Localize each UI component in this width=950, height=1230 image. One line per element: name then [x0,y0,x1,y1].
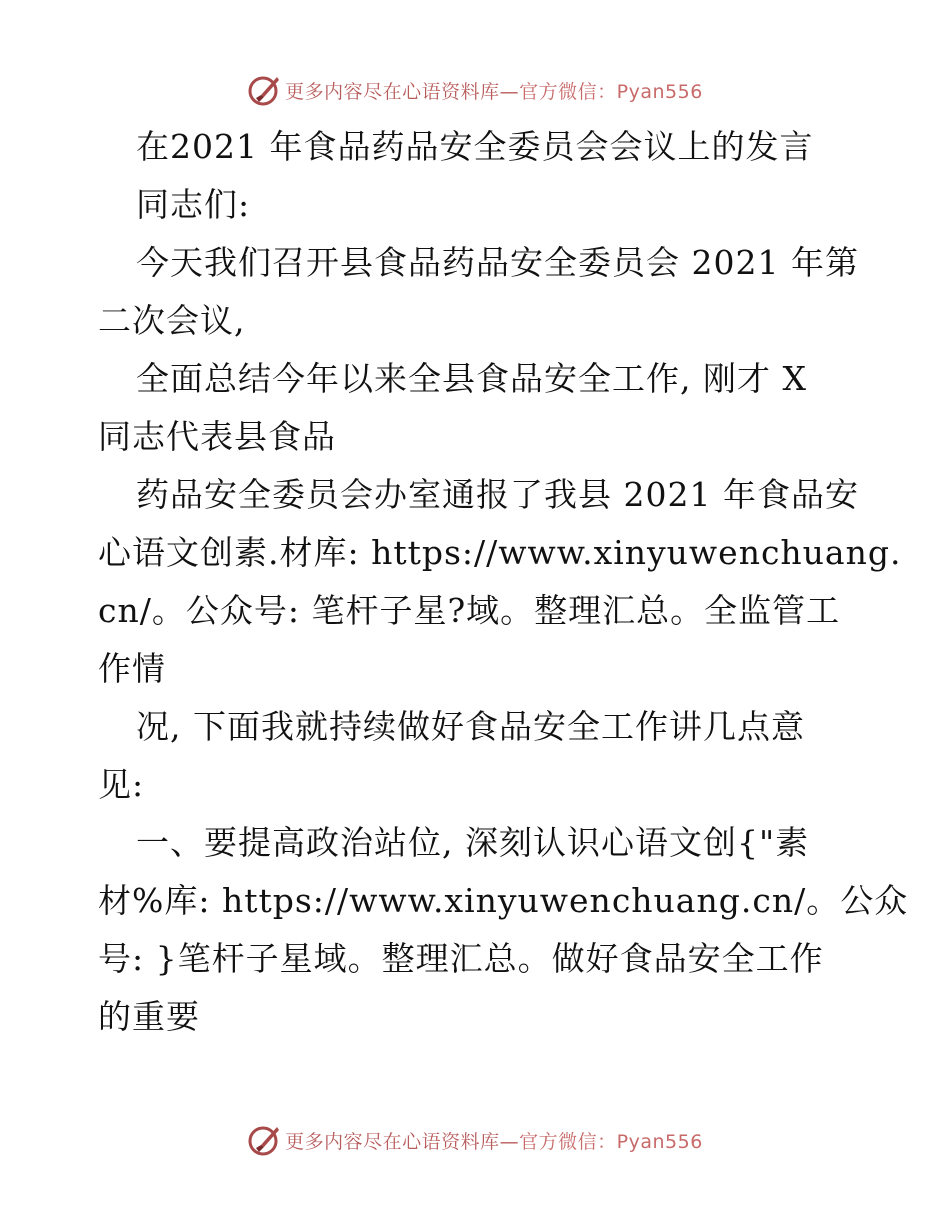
banner-dash: — [499,80,520,103]
banner-text [285,77,703,104]
text-line: 心语文创素.材库: https://www.xinyuwenchuang. [98,533,902,572]
text-line: 同志们: [136,185,251,224]
pen-logo-icon [247,1123,281,1157]
banner-main-text: 更多内容尽在心语资料库 [285,80,500,103]
banner-text [285,1127,703,1154]
text-line: 的重要 [98,997,200,1036]
document-body [98,118,909,1046]
banner-wechat-text: 官方微信：Pyan556 [519,1130,703,1153]
text-line: 药品安全委员会办室通报了我县 2021 年食品安 [136,475,859,514]
banner-main-text: 更多内容尽在心语资料库 [285,1130,500,1153]
pen-logo-icon [247,73,281,107]
text-line: 在2021 年食品药品安全委员会会议上的发言 [136,127,814,166]
text-line: 号: }笔杆子星域。整理汇总。做好食品安全工作 [98,939,824,978]
text-line: 况, 下面我就持续做好食品安全工作讲几点意 [136,707,805,746]
text-line: 一、要提高政治站位, 深刻认识心语文创{"素 [136,823,810,862]
text-line: 作情 [98,649,166,688]
text-line: 见: [98,765,145,804]
text-line: 同志代表县食品 [98,417,336,456]
text-line: 今天我们召开县食品药品安全委员会 2021 年第 [136,243,859,282]
text-line: cn/。公众号: 笔杆子星?域。整理汇总。全监管工 [98,591,841,630]
text-line: 全面总结今年以来全县食品安全工作, 刚才 X [136,359,807,398]
footer-banner [0,1122,950,1158]
text-line: 材%库: https://www.xinyuwenchuang.cn/。公众 [98,881,909,920]
banner-wechat-text: 官方微信：Pyan556 [519,80,703,103]
banner-dash: — [499,1130,520,1153]
text-line: 二次会议, [98,301,246,340]
header-banner [0,72,950,108]
